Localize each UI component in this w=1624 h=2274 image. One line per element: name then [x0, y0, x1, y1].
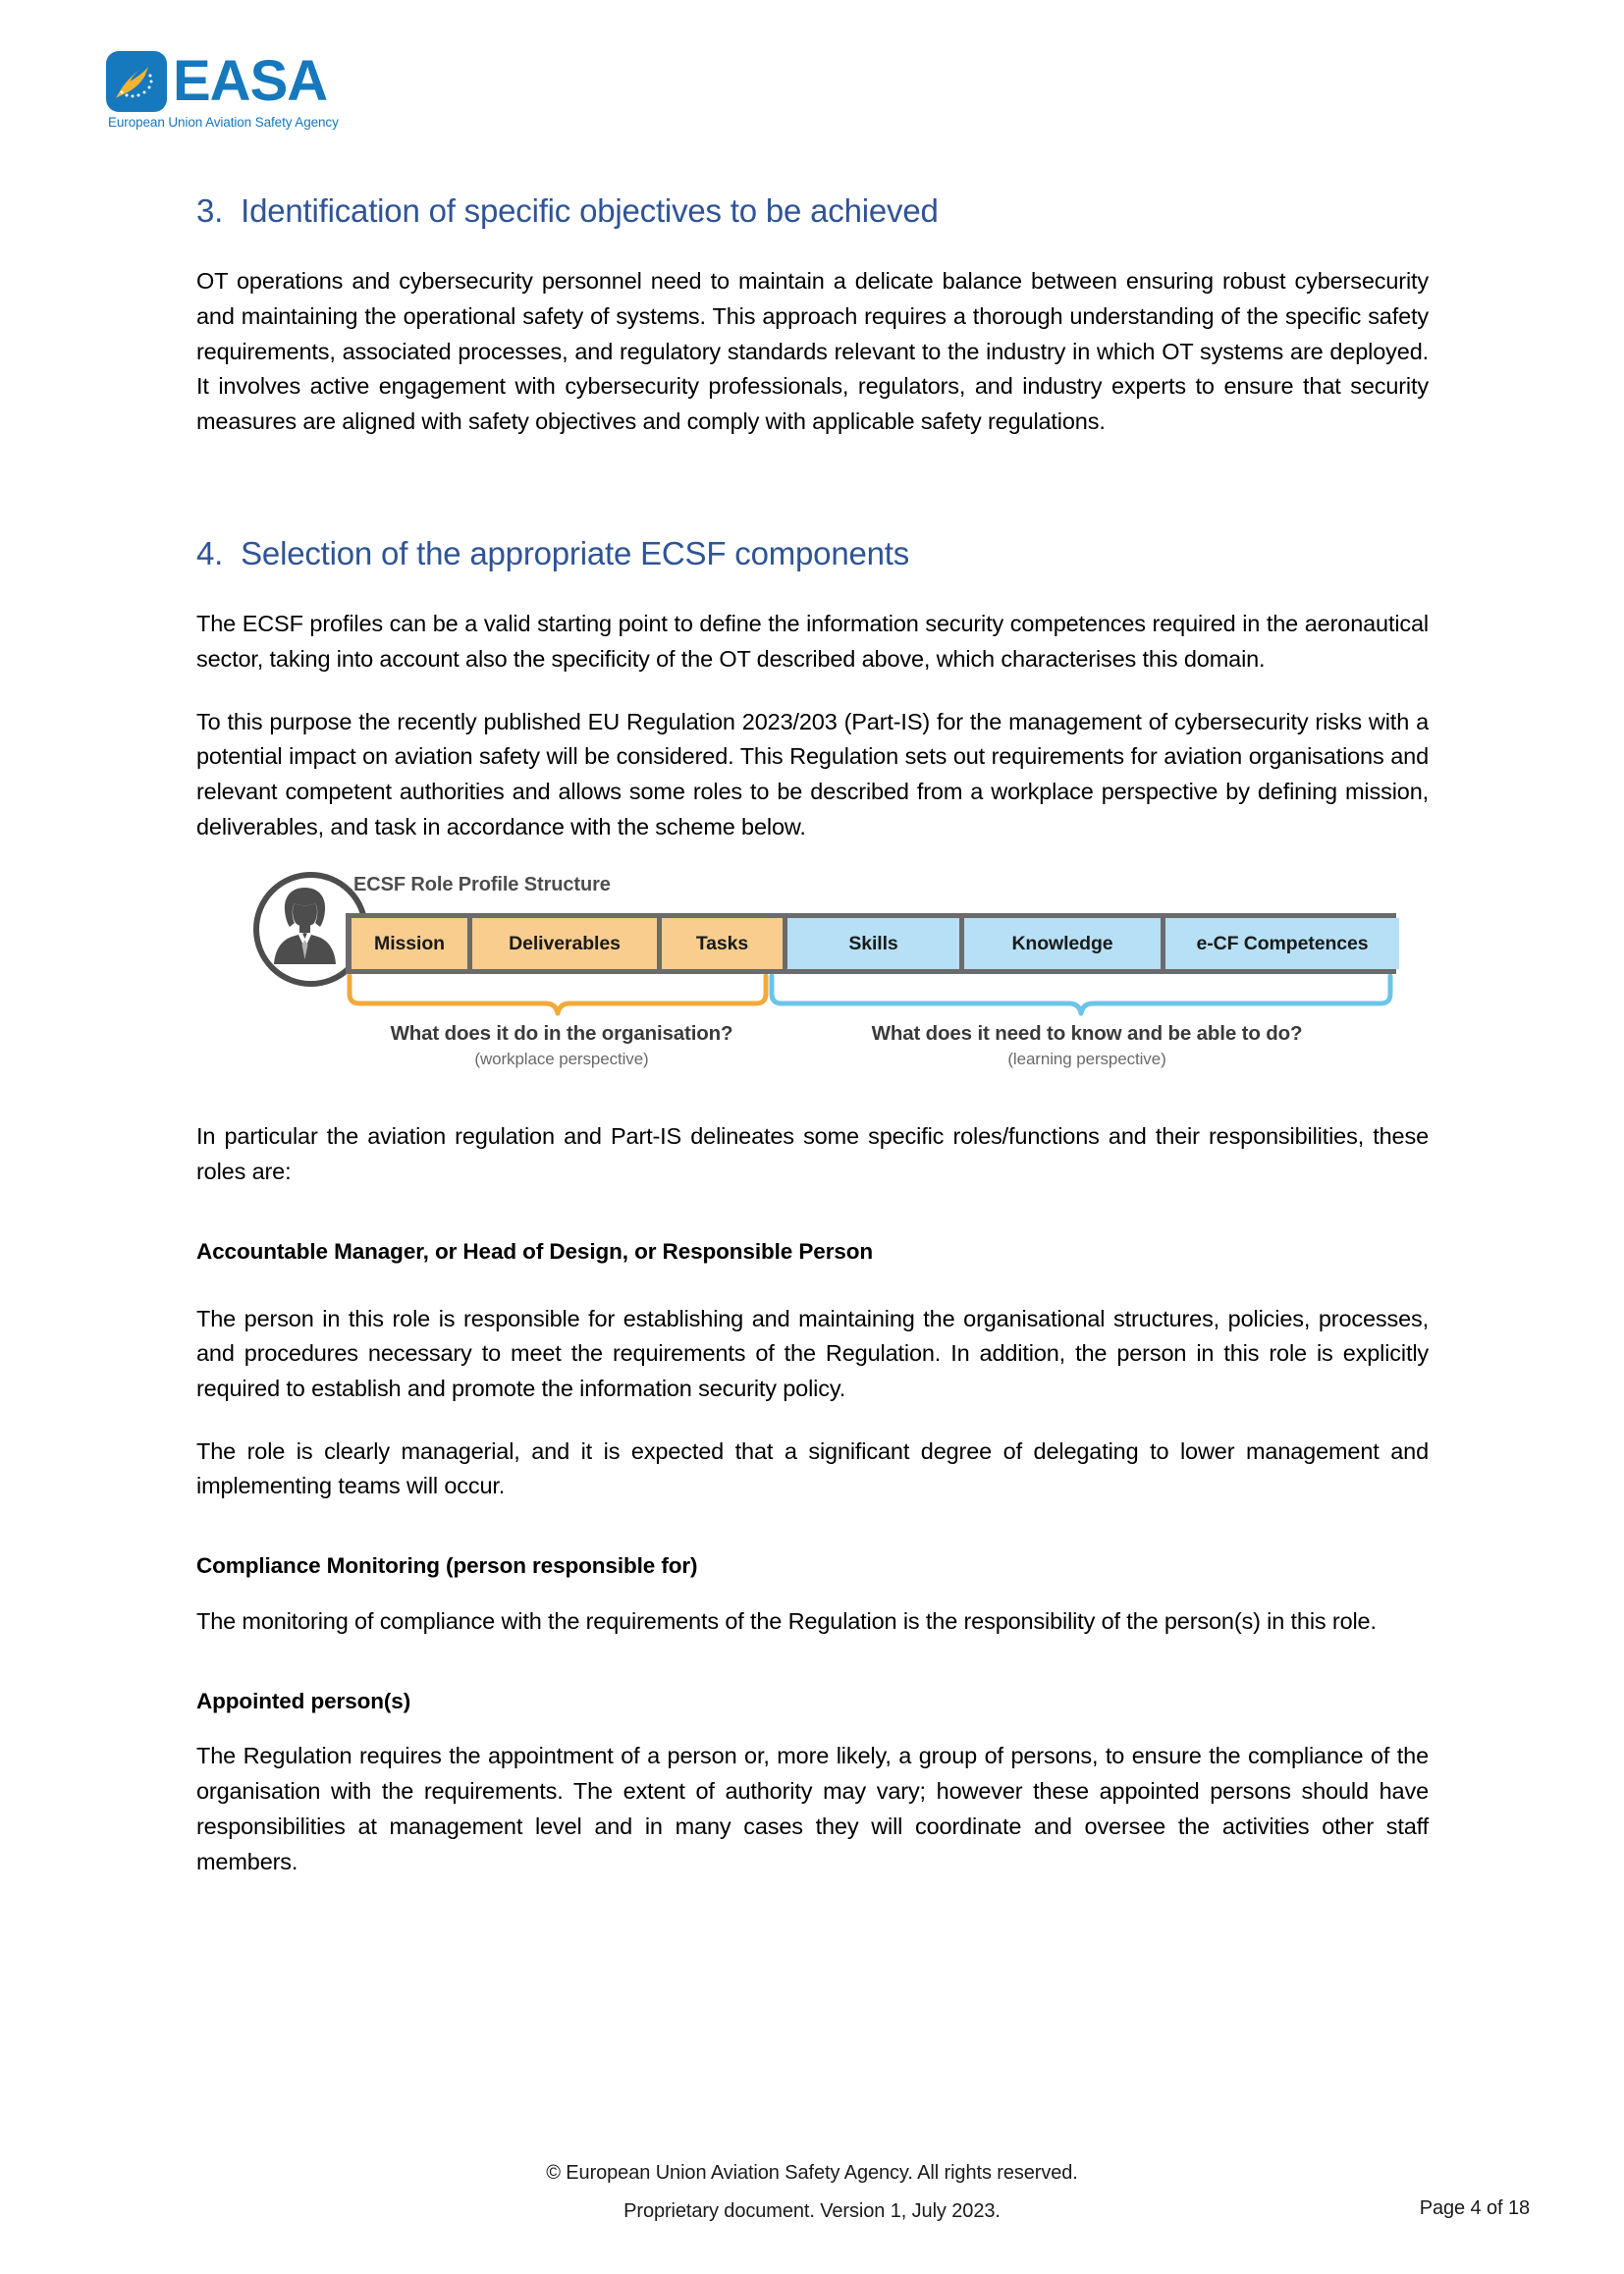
workplace-caption [351, 1021, 773, 1070]
section-3-heading [196, 191, 1429, 231]
role-compliance-monitoring-paragraph-1: The monitoring of compliance with the requirements of the Regulation is the responsibility of the person(s) in this role. [196, 1607, 1377, 1634]
role-accountable-manager-paragraph-2: The role is clearly managerial, and it is expected that a significant degree of delegating to lower management and implementing teams will occur. [196, 1437, 1429, 1499]
role-heading-accountable-manager: Accountable Manager, or Head of Design, or Responsible Person [196, 1238, 874, 1264]
logo-row [106, 51, 327, 112]
easa-tagline: European Union Aviation Safety Agency [108, 115, 339, 130]
section-4-paragraph-2: To this purpose the recently published EU Regulation 2023/203 (Part-IS) for the management of cybersecurity risks with a potential impact on aviation safety will be considered. This Regulation sets out requirements for aviation organisations and relevant competent authorities and allows some roles to be described from a workplace perspective by defining mission, deliverables, and task in accordance with the scheme below. [196, 708, 1429, 839]
footer-copyright: © European Union Aviation Safety Agency. All rights reserved. [546, 2162, 1078, 2184]
easa-wordmark: EASA [173, 49, 328, 113]
learning-caption-subtitle: (learning perspective) [1007, 1050, 1166, 1069]
role-heading-appointed-persons: Appointed person(s) [196, 1688, 411, 1713]
ecsf-cell-tasks: Tasks [662, 918, 783, 969]
section-3-title: Identification of specific objectives to be achieved [241, 192, 939, 229]
easa-logo [106, 51, 339, 130]
section-4-paragraph-1: The ECSF profiles can be a valid starting point to define the information security competences required in the aeronautical sector, taking into account also the specificity of the OT described above, which characterises this domain. [196, 611, 1429, 672]
ecsf-role-profile-structure-diagram [247, 872, 1406, 1068]
role-appointed-persons-paragraph-1: The Regulation requires the appointment of a person or, more likely, a group of persons, to ensure the compliance of the organisation with the requirements. The extent of authority may vary; however these appointed persons should have responsibilities at management level and in many cases they will coordinate and oversee the activities other staff members. [196, 1743, 1429, 1874]
ecsf-cell-knowledge: Knowledge [964, 918, 1161, 969]
roles-intro-paragraph: In particular the aviation regulation and Part-IS delineates some specific roles/functions and their responsibilities, these roles are: [196, 1123, 1429, 1185]
section-3-number: 3. [196, 192, 224, 229]
ecsf-components-bar [346, 913, 1396, 974]
page-footer [0, 2154, 1624, 2231]
workplace-caption-question: What does it do in the organisation? [390, 1022, 733, 1046]
learning-caption [778, 1021, 1396, 1070]
diagram-title: ECSF Role Profile Structure [353, 874, 611, 896]
learning-brace-icon [768, 974, 1394, 1024]
easa-bird-logo-icon [106, 51, 167, 112]
footer-proprietary: Proprietary document. Version 1, July 2023. [623, 2200, 1001, 2222]
ecsf-cell-deliverables: Deliverables [472, 918, 657, 969]
workplace-caption-subtitle: (workplace perspective) [474, 1050, 649, 1069]
role-heading-compliance-monitoring: Compliance Monitoring (person responsible for) [196, 1553, 698, 1579]
section-4-title: Selection of the appropriate ECSF components [241, 534, 910, 571]
ecsf-cell-mission: Mission [352, 918, 467, 969]
section-4-number: 4. [196, 534, 224, 571]
learning-caption-question: What does it need to know and be able to do? [871, 1022, 1303, 1046]
ecsf-cell-ecf-competences: e-CF Competences [1165, 918, 1399, 969]
section-4-heading [196, 534, 1429, 573]
section-3-paragraph-1: OT operations and cybersecurity personnel need to maintain a delicate balance between ensuring robust cybersecurity and maintaining the operational safety of systems. This approach requires a thorough understanding of the specific safety requirements, associated processes, and regulatory standards relevant to the industry in which OT systems are deployed. It involves active engagement with cybersecurity professionals, regulators, and industry experts to ensure that security measures are aligned with safety objectives and comply with applicable safety regulations. [196, 268, 1429, 435]
ecsf-cell-skills: Skills [787, 918, 959, 969]
role-accountable-manager-paragraph-1: The person in this role is responsible for establishing and maintaining the organisational structures, policies, processes, and procedures necessary to meet the requirements of the Regulation. In addition, the person in this role is explicitly required to establish and promote the information security policy. [196, 1305, 1429, 1402]
document-content [196, 191, 1429, 1879]
workplace-brace-icon [346, 974, 770, 1024]
page-number: Page 4 of 18 [1419, 2197, 1530, 2219]
